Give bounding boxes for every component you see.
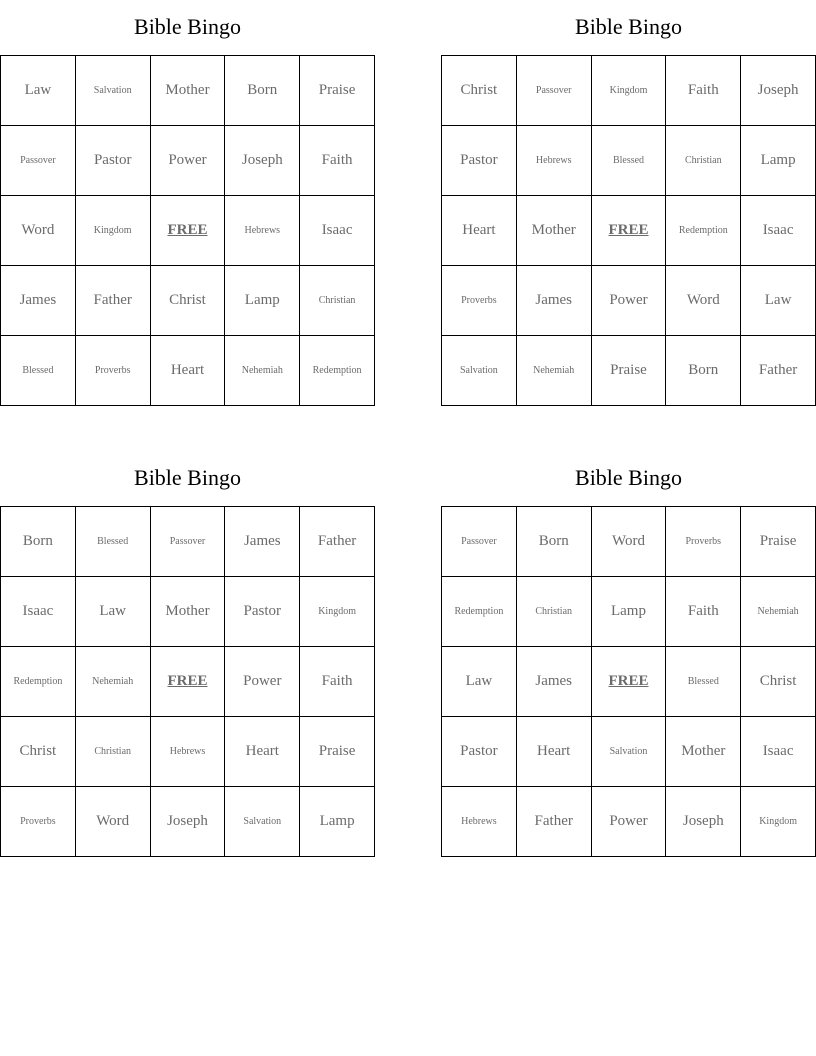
bingo-cell: Law xyxy=(1,56,76,126)
bingo-cell: Praise xyxy=(300,717,375,787)
bingo-cell: Lamp xyxy=(741,126,816,196)
bingo-cell: Faith xyxy=(300,647,375,717)
bingo-cell: Father xyxy=(517,787,592,857)
bingo-cell: Pastor xyxy=(442,717,517,787)
bingo-cell: Blessed xyxy=(592,126,667,196)
bingo-cell: Power xyxy=(592,266,667,336)
bingo-cell: Christian xyxy=(666,126,741,196)
bingo-cell: Joseph xyxy=(151,787,226,857)
bingo-cell: Salvation xyxy=(225,787,300,857)
card-title: Bible Bingo xyxy=(134,14,241,39)
card-title: Bible Bingo xyxy=(575,14,682,39)
bingo-cell: Word xyxy=(76,787,151,857)
bingo-cell: Pastor xyxy=(76,126,151,196)
bingo-cell: Faith xyxy=(666,577,741,647)
bingo-cell: Faith xyxy=(300,126,375,196)
bingo-cell: Redemption xyxy=(300,336,375,406)
bingo-cell: Born xyxy=(225,56,300,126)
bingo-cell: Word xyxy=(592,507,667,577)
bingo-grid xyxy=(0,55,375,406)
bingo-cell: Praise xyxy=(592,336,667,406)
bingo-grid xyxy=(441,506,816,857)
bingo-cell: Power xyxy=(592,787,667,857)
bingo-cell: Christ xyxy=(442,56,517,126)
bingo-cell: Mother xyxy=(666,717,741,787)
bingo-cell: Isaac xyxy=(741,196,816,266)
free-space: FREE xyxy=(592,647,667,717)
bingo-cell: Hebrews xyxy=(151,717,226,787)
bingo-cell: Mother xyxy=(151,56,226,126)
bingo-cell: Blessed xyxy=(1,336,76,406)
bingo-cell: Redemption xyxy=(1,647,76,717)
bingo-cell: Nehemiah xyxy=(741,577,816,647)
bingo-cell: Hebrews xyxy=(225,196,300,266)
bingo-cell: Christian xyxy=(517,577,592,647)
bingo-cell: Isaac xyxy=(741,717,816,787)
bingo-cell: James xyxy=(517,647,592,717)
bingo-cell: Power xyxy=(225,647,300,717)
bingo-cell: Mother xyxy=(517,196,592,266)
bingo-cell: James xyxy=(1,266,76,336)
card-title: Bible Bingo xyxy=(575,465,682,490)
bingo-cell: Law xyxy=(76,577,151,647)
bingo-cell: Nehemiah xyxy=(517,336,592,406)
bingo-cell: Born xyxy=(1,507,76,577)
bingo-cell: Passover xyxy=(1,126,76,196)
bingo-cell: Mother xyxy=(151,577,226,647)
bingo-cell: Salvation xyxy=(592,717,667,787)
bingo-cell: Praise xyxy=(741,507,816,577)
bingo-cell: Father xyxy=(76,266,151,336)
bingo-cell: Heart xyxy=(442,196,517,266)
bingo-cell: Hebrews xyxy=(442,787,517,857)
bingo-cell: Christ xyxy=(151,266,226,336)
free-space: FREE xyxy=(151,647,226,717)
bingo-cell: Born xyxy=(666,336,741,406)
bingo-cell: Proverbs xyxy=(442,266,517,336)
bingo-cell: Redemption xyxy=(666,196,741,266)
bingo-cell: Christian xyxy=(300,266,375,336)
bingo-grid xyxy=(0,506,375,857)
bingo-cell: Passover xyxy=(442,507,517,577)
bingo-cell: Joseph xyxy=(666,787,741,857)
bingo-cell: Heart xyxy=(517,717,592,787)
bingo-cell: Salvation xyxy=(76,56,151,126)
bingo-cell: Passover xyxy=(517,56,592,126)
bingo-cell: Lamp xyxy=(225,266,300,336)
bingo-cell: Christ xyxy=(741,647,816,717)
bingo-cell: Joseph xyxy=(225,126,300,196)
bingo-cell: Lamp xyxy=(300,787,375,857)
bingo-cell: Kingdom xyxy=(300,577,375,647)
bingo-cell: Praise xyxy=(300,56,375,126)
bingo-cell: Christ xyxy=(1,717,76,787)
free-space: FREE xyxy=(151,196,226,266)
bingo-cell: Joseph xyxy=(741,56,816,126)
bingo-cell: Hebrews xyxy=(517,126,592,196)
bingo-cell: Blessed xyxy=(666,647,741,717)
bingo-cell: Word xyxy=(666,266,741,336)
bingo-cell: Redemption xyxy=(442,577,517,647)
bingo-cell: Passover xyxy=(151,507,226,577)
card-title: Bible Bingo xyxy=(134,465,241,490)
bingo-cell: Law xyxy=(741,266,816,336)
bingo-cell: Blessed xyxy=(76,507,151,577)
bingo-cell: Proverbs xyxy=(1,787,76,857)
bingo-cell: Father xyxy=(741,336,816,406)
bingo-cell: Born xyxy=(517,507,592,577)
bingo-cell: Christian xyxy=(76,717,151,787)
bingo-cell: James xyxy=(517,266,592,336)
bingo-cell: Father xyxy=(300,507,375,577)
bingo-cell: Faith xyxy=(666,56,741,126)
bingo-cell: Kingdom xyxy=(76,196,151,266)
bingo-cell: Heart xyxy=(151,336,226,406)
bingo-cell: Pastor xyxy=(442,126,517,196)
bingo-cell: Power xyxy=(151,126,226,196)
free-space: FREE xyxy=(592,196,667,266)
bingo-cell: Kingdom xyxy=(741,787,816,857)
bingo-cell: Kingdom xyxy=(592,56,667,126)
bingo-cell: James xyxy=(225,507,300,577)
bingo-grid xyxy=(441,55,816,406)
bingo-cell: Lamp xyxy=(592,577,667,647)
bingo-cell: Pastor xyxy=(225,577,300,647)
bingo-cell: Isaac xyxy=(1,577,76,647)
bingo-cell: Word xyxy=(1,196,76,266)
bingo-cell: Law xyxy=(442,647,517,717)
bingo-cell: Nehemiah xyxy=(76,647,151,717)
bingo-cell: Proverbs xyxy=(76,336,151,406)
bingo-cell: Salvation xyxy=(442,336,517,406)
bingo-cell: Isaac xyxy=(300,196,375,266)
bingo-cell: Nehemiah xyxy=(225,336,300,406)
bingo-cell: Heart xyxy=(225,717,300,787)
bingo-cell: Proverbs xyxy=(666,507,741,577)
